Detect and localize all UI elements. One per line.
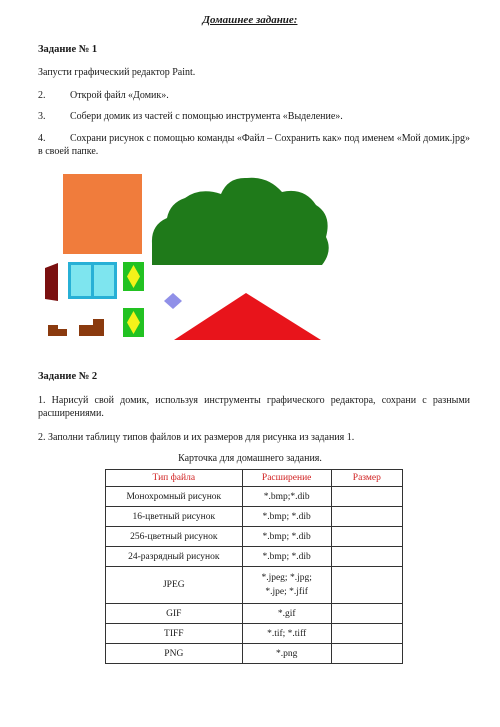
- bush-cloud-shape: [152, 178, 329, 265]
- task1-step2-number: 2.: [38, 90, 46, 101]
- cell-size-empty[interactable]: [331, 624, 402, 644]
- cell-type: 24-разрядный рисунок: [106, 547, 243, 567]
- cell-type: 16-цветный рисунок: [106, 507, 243, 527]
- house-wall-square: [63, 174, 142, 254]
- steps-large: [79, 319, 104, 336]
- task1-step4-row: [38, 132, 470, 158]
- task1-step2-row: [38, 89, 169, 102]
- task1-step3-row: [38, 110, 343, 123]
- file-types-table: [105, 469, 403, 664]
- steps-small: [48, 325, 67, 336]
- table-row: [106, 567, 403, 604]
- cell-extension: *.bmp;*.dib: [242, 487, 331, 507]
- task1-heading: Задание № 1: [38, 44, 98, 55]
- cell-size-empty[interactable]: [331, 527, 402, 547]
- cell-type: Монохромный рисунок: [106, 487, 243, 507]
- task1-step1: Запусти графический редактор Paint.: [38, 67, 196, 78]
- house-window: [68, 262, 117, 299]
- table-caption: Карточка для домашнего задания.: [178, 453, 322, 464]
- house-parts-figure: [0, 165, 500, 347]
- task1-step4-text: Сохрани рисунок с помощью команды «Файл – Сохранить как» под именем «Мой домик.jpg» в своей папке.: [38, 133, 470, 157]
- small-window-top: [123, 262, 144, 291]
- cell-size-empty[interactable]: [331, 567, 402, 604]
- table-row: [106, 507, 403, 527]
- table-row: [106, 547, 403, 567]
- house-door: [45, 263, 58, 301]
- cell-extension: *.png: [242, 644, 331, 664]
- task1-step4-number: 4.: [38, 133, 46, 144]
- cell-type: GIF: [106, 604, 243, 624]
- cell-size-empty[interactable]: [331, 547, 402, 567]
- cell-type: PNG: [106, 644, 243, 664]
- header-file-type: Тип файла: [106, 470, 243, 487]
- table-row: [106, 644, 403, 664]
- cell-extension: *.jpeg; *.jpg; *.jpe; *.jfif: [242, 567, 331, 604]
- cell-type: 256-цветный рисунок: [106, 527, 243, 547]
- task2-item1: 1. Нарисуй свой домик, используя инструменты графического редактора, сохрани с разными расширениями.: [38, 395, 470, 419]
- cell-size-empty[interactable]: [331, 487, 402, 507]
- cell-size-empty[interactable]: [331, 644, 402, 664]
- window-pane-right: [94, 265, 114, 296]
- lavender-diamond: [164, 293, 182, 309]
- cell-extension: *.gif: [242, 604, 331, 624]
- cell-extension: *.bmp; *.dib: [242, 527, 331, 547]
- task1-step3-text: Собери домик из частей с помощью инструмента «Выделение».: [70, 111, 343, 122]
- page-title: Домашнее задание:: [202, 14, 298, 26]
- table-row: [106, 527, 403, 547]
- cell-size-empty[interactable]: [331, 604, 402, 624]
- header-size: Размер: [331, 470, 402, 487]
- task1-step2-text: Открой файл «Домик».: [70, 90, 169, 101]
- header-extension: Расширение: [242, 470, 331, 487]
- task2-heading: Задание № 2: [38, 371, 98, 382]
- task2-item2: 2. Заполни таблицу типов файлов и их размеров для рисунка из задания 1.: [38, 432, 355, 443]
- steps-group: [48, 319, 104, 336]
- task1-step3-number: 3.: [38, 111, 46, 122]
- cell-extension: *.bmp; *.dib: [242, 547, 331, 567]
- table-row: [106, 604, 403, 624]
- house-roof-triangle: [174, 293, 321, 340]
- cell-extension: *.tif; *.tiff: [242, 624, 331, 644]
- cell-extension: *.bmp; *.dib: [242, 507, 331, 527]
- small-window-bottom: [123, 308, 144, 337]
- window-pane-left: [71, 265, 91, 296]
- table-header-row: [106, 470, 403, 487]
- table-row: [106, 624, 403, 644]
- table-row: [106, 487, 403, 507]
- cell-type: TIFF: [106, 624, 243, 644]
- cell-size-empty[interactable]: [331, 507, 402, 527]
- cell-type: JPEG: [106, 567, 243, 604]
